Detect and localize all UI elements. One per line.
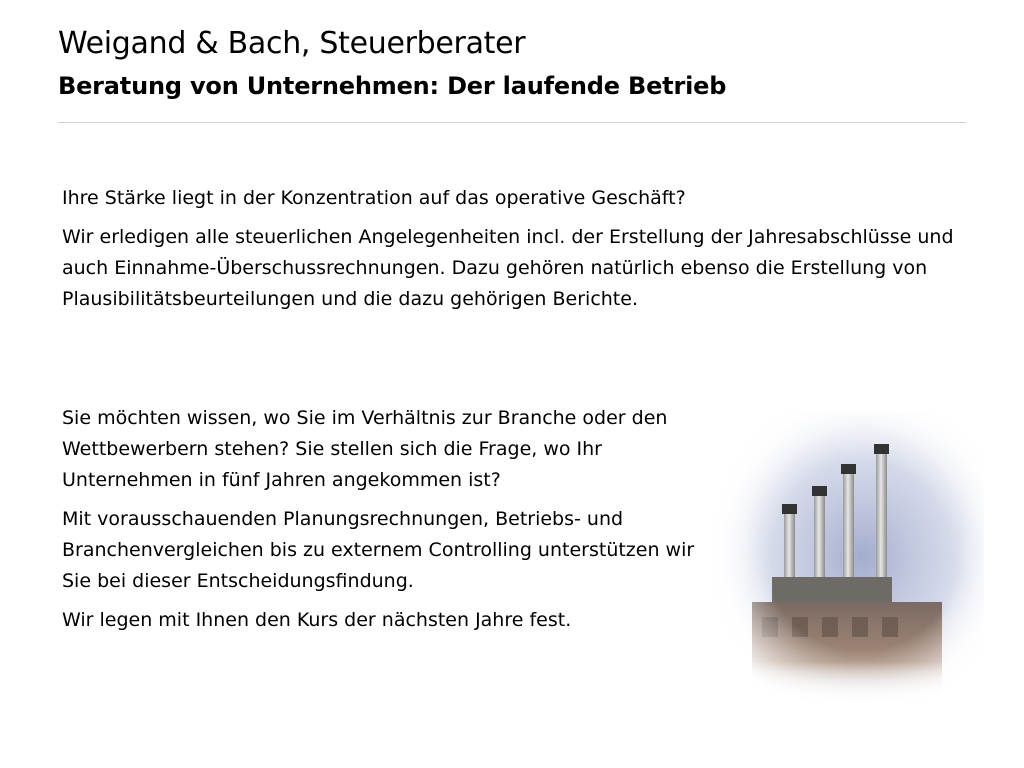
section-operations: [62, 183, 962, 323]
factory-chimneys-icon: [712, 412, 984, 702]
operations-body: Wir erledigen alle steuerlichen Angelegenheiten incl. der Erstellung der Jahresabschlüsse und auch Einnahme-Überschussrechnungen. Dazu gehören natürlich ebenso die Erstellung von Plausibilitätsbeurteilungen und die dazu gehörigen Berichte.: [62, 226, 954, 310]
header-divider: [58, 122, 966, 123]
section-planning: [62, 403, 712, 644]
slide-subtitle: Beratung von Unternehmen: Der laufende Betrieb: [58, 72, 727, 100]
firm-name: Weigand & Bach, Steuerberater: [58, 26, 526, 61]
planning-question: Sie möchten wissen, wo Sie im Verhältnis zur Branche oder den Wettbewerbern stehen? Sie stellen sich die Frage, wo Ihr Unternehmen in fünf Jahren angekommen ist?: [62, 407, 668, 491]
operations-question: Ihre Stärke liegt in der Konzentration auf das operative Geschäft?: [62, 187, 686, 209]
planning-closing: Wir legen mit Ihnen den Kurs der nächsten Jahre fest.: [62, 609, 572, 631]
planning-body: Mit vorausschauenden Planungsrechnungen, Betriebs- und Branchenvergleichen bis zu externem Controlling unterstützen wir Sie bei dieser Entscheidungsfindung.: [62, 508, 695, 592]
slide-header: [58, 22, 968, 106]
